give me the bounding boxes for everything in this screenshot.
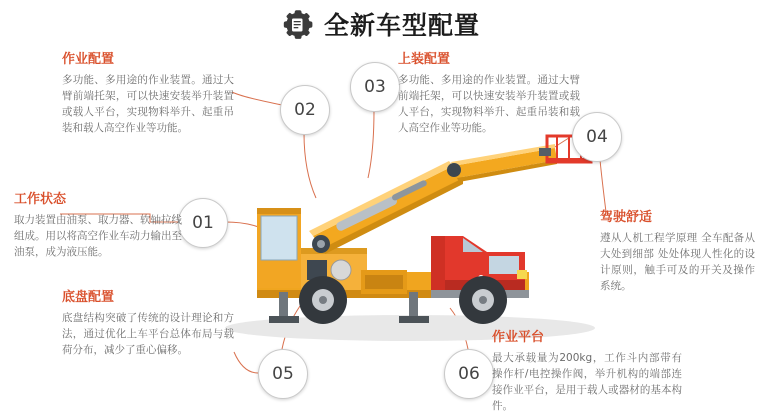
aerial-work-platform-truck-illustration (195, 120, 615, 350)
callout-body: 多功能、多用途的作业装置。通过大臂前端托架，可以快速安装举升装置或载人平台，实现物料举升、起重吊装和载人高空作业等功能。 (398, 73, 580, 135)
callout-title: 作业平台 (492, 330, 545, 345)
callout-title: 驾驶舒适 (600, 210, 653, 225)
callout-title: 作业配置 (62, 52, 115, 67)
marker-bubble-06[interactable]: 06 (444, 349, 494, 399)
marker-bubble-02[interactable]: 02 (280, 85, 330, 135)
callout-body: 底盘结构突破了传统的设计理论和方法，通过优化上车平台总体布局与载荷分布，减少了重心偏移。 (62, 311, 234, 357)
marker-bubble-03[interactable]: 03 (350, 62, 400, 112)
callout-title: 上装配置 (398, 52, 451, 67)
page-title: 全新车型配置 (323, 10, 480, 40)
callout-body: 多功能、多用途的作业装置。通过大臂前端托架，可以快速安装举升装置或载人平台，实现物料举升、起重吊装和载人高空作业等功能。 (62, 73, 234, 135)
callout-title: 工作状态 (14, 192, 67, 207)
callout-superstructure-configuration (398, 52, 580, 137)
callout-body: 取力装置由油泵、取力器、软轴拉线组成。用以将高空作业车动力输出至油泵，成为液压能。 (14, 213, 182, 259)
callout-work-platform (492, 330, 682, 415)
callout-work-status (14, 192, 182, 260)
callout-title: 底盘配置 (62, 290, 115, 305)
callout-driving-comfort (600, 210, 755, 295)
callout-operation-configuration (62, 52, 234, 137)
callout-chassis-configuration (62, 290, 234, 358)
callout-body: 遵从人机工程学原理 全车配备从大处到细部 处处体现人性化的设计原则，触手可及的开关及操作系统。 (600, 231, 755, 293)
marker-bubble-01[interactable]: 01 (178, 198, 228, 248)
marker-bubble-04[interactable]: 04 (572, 112, 622, 162)
gear-document-icon (280, 8, 314, 42)
page-header (0, 4, 760, 46)
callout-body: 最大承载量为200kg，工作斗内部带有操作杆/电控操作阀，举升机构的端部连接作业平台，是用于载人或器材的基本构件。 (492, 351, 682, 413)
marker-bubble-05[interactable]: 05 (258, 349, 308, 399)
